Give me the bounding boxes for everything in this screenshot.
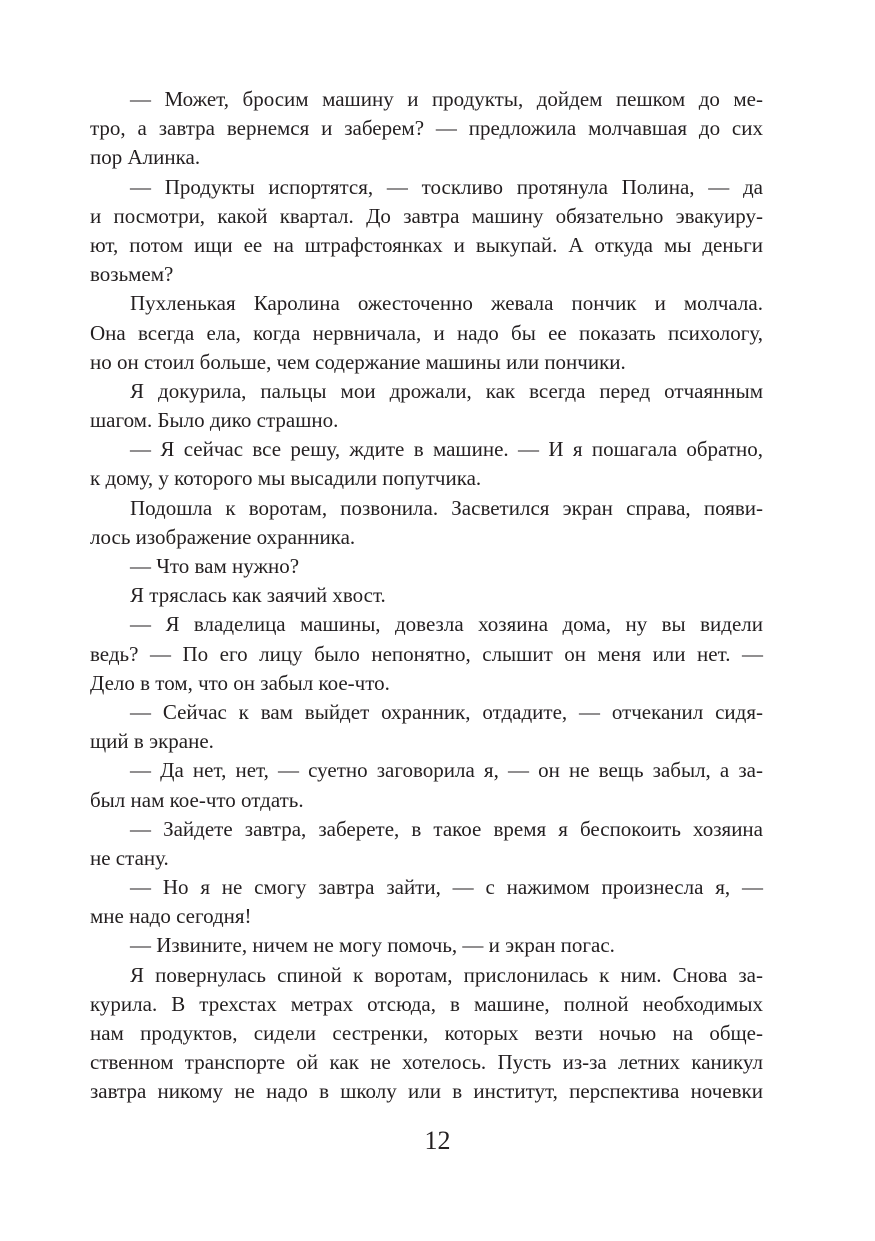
text-line: Подошла к воротам, позвонила. Засветился экран справа, появи- xyxy=(130,495,763,520)
text-line: мне надо сегодня! xyxy=(90,904,252,929)
text-line: тро, а завтра вернемся и заберем? — предложила молчавшая до сих xyxy=(90,116,763,141)
text-line: шагом. Было дико страшно. xyxy=(90,408,339,433)
text-line: Она всегда ела, когда нервничала, и надо бы ее показать психологу, xyxy=(90,320,763,345)
text-line: нам продуктов, сидели сестренки, которых везти ночью на обще- xyxy=(90,1021,763,1045)
text-line: и посмотри, какой квартал. До завтра машину обязательно эвакуиру- xyxy=(90,203,763,228)
text-line: Дело в том, что он забыл кое-что. xyxy=(90,670,390,695)
body-text xyxy=(90,85,763,1107)
text-line: был нам кое-что отдать. xyxy=(90,787,304,812)
text-line: Я повернулась спиной к воротам, прислонилась к ним. Снова за- xyxy=(130,962,763,987)
text-line: — Может, бросим машину и продукты, дойдем пешком до ме- xyxy=(130,87,763,111)
text-line: лось изображение охранника. xyxy=(90,524,356,549)
text-line: — Но я не смогу завтра зайти, — с нажимом произнесла я, — xyxy=(130,875,763,900)
text-line: — Я владелица машины, довезла хозяина дома, ну вы видели xyxy=(130,612,763,637)
text-line: ственном транспорте ой как не хотелось. Пусть из-за летних каникул xyxy=(90,1050,763,1075)
text-line: не стану. xyxy=(90,845,169,870)
text-line: пор Алинка. xyxy=(90,145,201,170)
text-line: — Сейчас к вам выйдет охранник, отдадите, — отчеканил сидя- xyxy=(130,699,763,724)
text-line: Пухленькая Каролина ожесточенно жевала пончик и молчала. xyxy=(130,291,763,316)
text-line: — Извините, ничем не могу помочь, — и экран погас. xyxy=(130,933,615,958)
text-line: но он стоил больше, чем содержание машины или пончики. xyxy=(90,349,626,374)
text-line: Я тряслась как заячий хвост. xyxy=(130,583,386,608)
text-line: возьмем? xyxy=(90,262,174,287)
text-line: Я докурила, пальцы мои дрожали, как всегда перед отчаянным xyxy=(130,378,763,403)
text-line: курила. В трехстах метрах отсюда, в машине, полной необходимых xyxy=(90,991,763,1016)
text-line: — Зайдете завтра, заберете, в такое время я беспокоить хозяина xyxy=(130,816,763,841)
text-line: завтра никому не надо в школу или в институт, перспектива ночевки xyxy=(90,1079,763,1104)
text-line: — Да нет, нет, — суетно заговорила я, — он не вещь забыл, а за- xyxy=(130,758,763,783)
text-line: щий в экране. xyxy=(90,729,214,754)
text-line: — Продукты испортятся, — тоскливо протянула Полина, — да xyxy=(130,174,763,199)
text-line: ют, потом ищи ее на штрафстоянках и выкупай. А откуда мы деньги xyxy=(90,232,763,257)
page-number: 12 xyxy=(424,1126,451,1155)
text-line: к дому, у которого мы высадили попутчика. xyxy=(90,466,482,491)
text-line: ведь? — По его лицу было непонятно, слышит он меня или нет. — xyxy=(90,641,763,666)
text-line: — Что вам нужно? xyxy=(130,554,300,578)
text-line: — Я сейчас все решу, ждите в машине. — И я пошагала обратно, xyxy=(130,437,763,462)
